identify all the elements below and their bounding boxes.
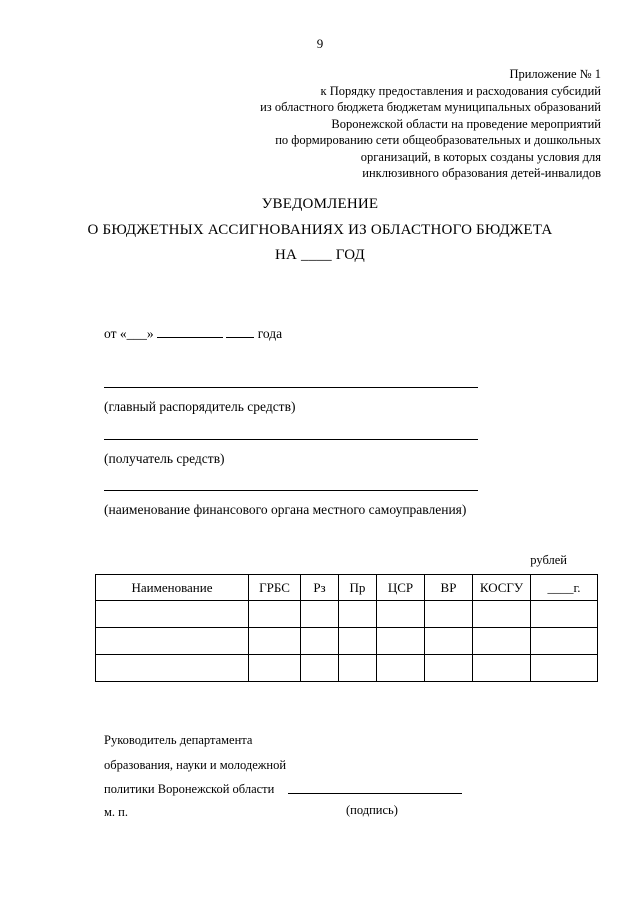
appendix-line: из областного бюджета бюджетам муниципальных образований <box>260 100 601 114</box>
appendix-line: Воронежской области на проведение мероприятий <box>331 116 601 131</box>
date-prefix: от «___» <box>104 326 157 341</box>
table-cell[interactable] <box>377 628 425 655</box>
table-cell[interactable] <box>301 655 339 682</box>
table-cell[interactable] <box>531 601 598 628</box>
table-cell[interactable] <box>473 601 531 628</box>
main-manager-line[interactable] <box>104 387 478 388</box>
table-cell[interactable] <box>377 655 425 682</box>
table-cell[interactable] <box>96 655 249 682</box>
signatory-title-line2: образования, науки и молодежной <box>104 758 287 772</box>
column-header: ВР <box>425 575 473 601</box>
column-header: ЦСР <box>377 575 425 601</box>
table-cell[interactable] <box>473 655 531 682</box>
column-header: КОСГУ <box>473 575 531 601</box>
appendix-line: Приложение № 1 <box>509 67 601 81</box>
date-field[interactable] <box>104 325 282 342</box>
table-row <box>96 655 598 682</box>
column-header: Рз <box>301 575 339 601</box>
stamp-place-label: м. п. <box>104 805 128 819</box>
date-year-blank[interactable] <box>226 325 254 338</box>
table-cell[interactable] <box>96 628 249 655</box>
date-suffix: года <box>254 326 283 341</box>
table-cell[interactable] <box>425 655 473 682</box>
table-cell[interactable] <box>425 628 473 655</box>
recipient-label: (получатель средств) <box>104 451 225 466</box>
table-cell[interactable] <box>473 628 531 655</box>
table-cell[interactable] <box>339 655 377 682</box>
appendix-line: инклюзивного образования детей-инвалидов <box>362 166 601 180</box>
finance-body-line[interactable] <box>104 490 478 491</box>
appendix-line: по формированию сети общеобразовательных и дошкольных <box>275 133 601 147</box>
column-header: Наименование <box>96 575 249 601</box>
appendix-header <box>260 66 601 182</box>
page-number: 9 <box>316 36 324 51</box>
recipient-line[interactable] <box>104 439 478 440</box>
table-cell[interactable] <box>249 601 301 628</box>
appendix-line: к Порядку предоставления и расходования субсидий <box>320 83 601 98</box>
table-cell[interactable] <box>339 601 377 628</box>
table-cell[interactable] <box>531 628 598 655</box>
document-subtitle: О БЮДЖЕТНЫХ АССИГНОВАНИЯХ ИЗ ОБЛАСТНОГО БЮДЖЕТА <box>87 222 553 238</box>
table-cell[interactable] <box>301 628 339 655</box>
table-cell[interactable] <box>249 655 301 682</box>
column-header: ____г. <box>531 575 598 601</box>
main-manager-label: (главный распорядитель средств) <box>104 399 296 414</box>
table-cell[interactable] <box>339 628 377 655</box>
document-year-line: НА ____ ГОД <box>275 247 365 263</box>
table-cell[interactable] <box>377 601 425 628</box>
table-cell[interactable] <box>531 655 598 682</box>
column-header: ГРБС <box>249 575 301 601</box>
signatory-title-line3: политики Воронежской области <box>104 782 275 796</box>
appendix-line: организаций, в которых созданы условия для <box>360 149 601 164</box>
document-title: УВЕДОМЛЕНИЕ <box>261 196 379 212</box>
column-header: Пр <box>339 575 377 601</box>
table-row <box>96 628 598 655</box>
table-cell[interactable] <box>249 628 301 655</box>
table-header-row <box>96 575 598 601</box>
budget-table <box>95 574 598 682</box>
currency-note: рублей <box>530 553 567 567</box>
signature-line[interactable] <box>288 793 462 794</box>
table-cell[interactable] <box>301 601 339 628</box>
finance-body-label: (наименование финансового органа местного самоуправления) <box>104 502 467 517</box>
signatory-title-line1: Руководитель департамента <box>104 733 253 747</box>
table-cell[interactable] <box>96 601 249 628</box>
table-cell[interactable] <box>425 601 473 628</box>
table-row <box>96 601 598 628</box>
date-month-blank[interactable] <box>157 325 223 338</box>
signature-caption: (подпись) <box>346 803 398 817</box>
